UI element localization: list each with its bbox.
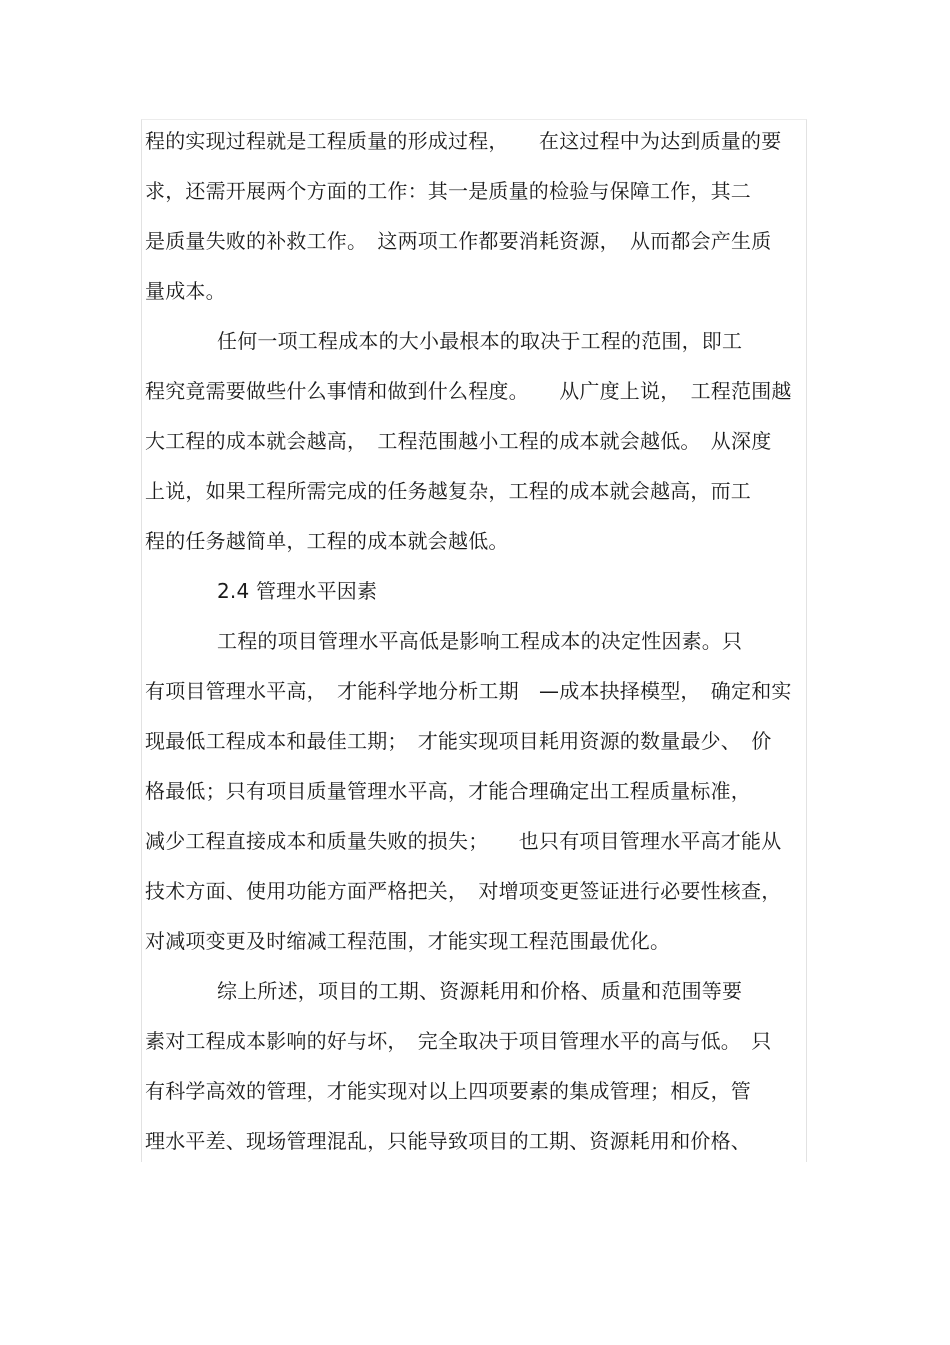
text-line: 量成本。 bbox=[145, 279, 226, 303]
text-line: 理水平差、现场管理混乱，只能导致项目的工期、资源耗用和价格、 bbox=[145, 1129, 751, 1153]
text-line: 上说，如果工程所需完成的任务越复杂，工程的成本就会越高，而工 bbox=[145, 479, 751, 503]
paragraph-start: 工程的项目管理水平高低是影响工程成本的决定性因素。只 bbox=[217, 629, 743, 653]
text-line: 大工程的成本就会越高， 工程范围越小工程的成本就会越低。 从深度 bbox=[145, 429, 772, 453]
text-line: 程究竟需要做些什么事情和做到什么程度。 从广度上说， 工程范围越 bbox=[145, 379, 792, 403]
text-line: 对减项变更及时缩减工程范围，才能实现工程范围最优化。 bbox=[145, 929, 671, 953]
text-line: 是质量失败的补救工作。 这两项工作都要消耗资源， 从而都会产生质 bbox=[145, 229, 772, 253]
text-line: 素对工程成本影响的好与坏， 完全取决于项目管理水平的高与低。 只 bbox=[145, 1029, 772, 1053]
text-line: 求，还需开展两个方面的工作：其一是质量的检验与保障工作，其二 bbox=[145, 179, 751, 203]
paragraph-start: 综上所述，项目的工期、资源耗用和价格、质量和范围等要 bbox=[217, 979, 743, 1003]
section-heading: 2.4 管理水平因素 bbox=[217, 579, 378, 603]
text-line: 格最低；只有项目质量管理水平高，才能合理确定出工程质量标准， bbox=[145, 779, 751, 803]
text-line: 减少工程直接成本和质量失败的损失； 也只有项目管理水平高才能从 bbox=[145, 829, 782, 853]
text-line: 有项目管理水平高， 才能科学地分析工期 —成本抉择模型， 确定和实 bbox=[145, 679, 792, 703]
text-line: 技术方面、使用功能方面严格把关， 对增项变更签证进行必要性核查， bbox=[145, 879, 782, 903]
text-line: 程的任务越简单，工程的成本就会越低。 bbox=[145, 529, 509, 553]
text-line: 现最低工程成本和最佳工期； 才能实现项目耗用资源的数量最少、 价 bbox=[145, 729, 772, 753]
text-line: 有科学高效的管理，才能实现对以上四项要素的集成管理；相反，管 bbox=[145, 1079, 751, 1103]
paragraph-start: 任何一项工程成本的大小最根本的取决于工程的范围，即工 bbox=[217, 329, 743, 353]
text-line: 程的实现过程就是工程质量的形成过程， 在这过程中为达到质量的要 bbox=[145, 129, 782, 153]
